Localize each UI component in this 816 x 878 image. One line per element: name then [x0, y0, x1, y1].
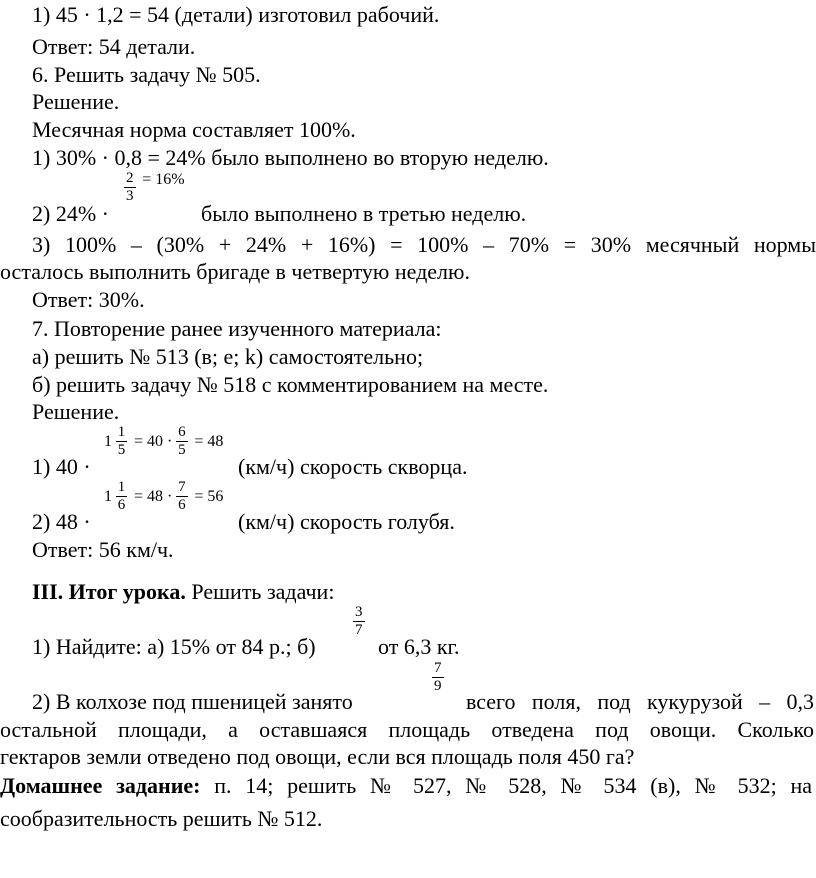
- formula-mixed-number: [104, 424, 223, 459]
- numerator: 7: [434, 660, 442, 676]
- text-segment: 1) 40 ·: [32, 454, 91, 479]
- formula-operator: = 40 ·: [134, 433, 173, 450]
- text-line: 6. Решить задачу № 505.: [32, 62, 261, 87]
- formula-result: = 56: [194, 488, 224, 505]
- numerator: 2: [126, 170, 134, 186]
- formula-fraction: [353, 604, 365, 639]
- formula-fraction: [124, 170, 185, 205]
- text-line: Решение.: [32, 89, 120, 114]
- denominator: 5: [117, 442, 126, 458]
- whole-part: 1: [104, 488, 112, 505]
- fraction: [432, 660, 444, 695]
- formula-result: = 48: [194, 433, 224, 450]
- denominator: 3: [126, 188, 134, 204]
- text-line: осталось выполнить бригаде в четвертую неделю.: [0, 259, 470, 284]
- text-line: 1) 45 · 1,2 = 54 (детали) изготовил рабочий.: [32, 2, 440, 27]
- text-line: б) решить задачу № 518 с комментированием на месте.: [32, 372, 549, 397]
- fraction: [116, 424, 128, 459]
- text-line: 3) 100% – (30% + 24% + 16%) = 100% – 70% = 30% месячный нормы: [32, 232, 816, 257]
- numerator: 1: [117, 424, 126, 440]
- formula-fraction: [432, 660, 444, 695]
- text-segment: от 6,3 кг.: [378, 634, 460, 659]
- fraction: [116, 479, 128, 514]
- text-segment: 2) В колхозе под пшеницей занято: [32, 689, 353, 714]
- text-line: Ответ: 56 км/ч.: [32, 537, 174, 562]
- denominator: 5: [178, 442, 186, 458]
- denominator: 7: [355, 622, 363, 638]
- text-line: а) решить № 513 (в; е; k) самостоятельно;: [32, 344, 424, 369]
- homework-line: [0, 773, 812, 799]
- homework-label: Домашнее задание:: [0, 773, 201, 798]
- numerator: 3: [355, 604, 363, 620]
- text-line: Месячная норма составляет 100%.: [32, 117, 356, 142]
- text-line: остальной площади, а оставшаяся площадь отведена под овощи. Сколько: [0, 717, 814, 742]
- whole-part: 1: [104, 433, 112, 450]
- fraction: [176, 424, 188, 459]
- text-line: сообразительность решить № 512.: [0, 806, 323, 831]
- text-segment: 2) 48 ·: [32, 509, 91, 534]
- numerator: 1: [117, 479, 126, 495]
- text-segment: (км/ч) скорость голубя.: [238, 509, 455, 534]
- text-segment: 2) 24% ·: [32, 201, 109, 226]
- section-heading: [32, 579, 816, 605]
- text-line: 7. Повторение ранее изученного материала:: [32, 316, 442, 341]
- text-line: 1) 30% · 0,8 = 24% было выполнено во вторую неделю.: [32, 145, 549, 170]
- text-segment: всего поля, под кукурузой – 0,3: [466, 689, 814, 714]
- numerator: 7: [178, 479, 186, 495]
- text-line: Ответ: 54 детали.: [32, 34, 196, 59]
- homework-text: п. 14; решить № 527, № 528, № 534 (в), № 532; на: [200, 773, 812, 798]
- denominator: 9: [434, 678, 442, 694]
- formula-mixed-number: [104, 479, 223, 514]
- denominator: 6: [117, 497, 126, 513]
- text-segment: 1) Найдите: а) 15% от 84 р.; б): [32, 634, 316, 659]
- heading-rest: Решить задачи:: [185, 579, 335, 604]
- fraction: [353, 604, 365, 639]
- heading-bold: III. Итог урока.: [32, 579, 186, 604]
- text-line: Ответ: 30%.: [32, 287, 145, 312]
- fraction: [176, 479, 188, 514]
- formula-operator: = 48 ·: [134, 488, 173, 505]
- text-segment: было выполнено в третью неделю.: [201, 201, 527, 226]
- denominator: 6: [178, 497, 186, 513]
- formula-result: = 16%: [142, 171, 185, 188]
- text-line: Решение.: [32, 399, 120, 424]
- text-line: гектаров земли отведено под овощи, если вся площадь поля 450 га?: [0, 744, 635, 769]
- fraction: [124, 170, 136, 205]
- numerator: 6: [178, 424, 186, 440]
- text-segment: (км/ч) скорость скворца.: [238, 454, 468, 479]
